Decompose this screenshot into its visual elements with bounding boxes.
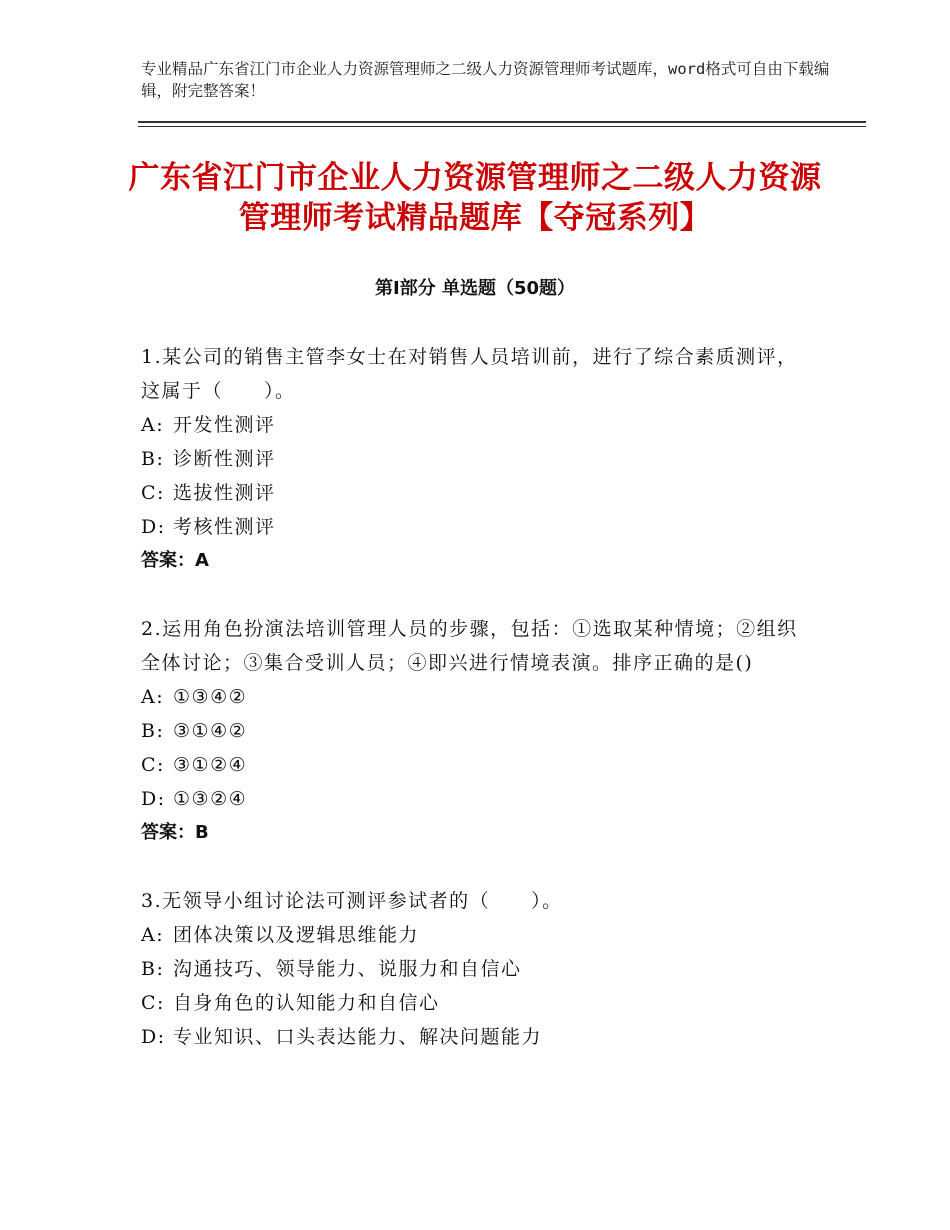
- option-text: 选拔性测评: [173, 482, 276, 504]
- option-d: [141, 1020, 811, 1054]
- option-text: 团体决策以及逻辑思维能力: [173, 924, 420, 946]
- option-text: 开发性测评: [173, 414, 276, 436]
- section-title: 第Ⅰ部分 单选题（50题）: [374, 278, 575, 299]
- option-letter: D:: [141, 516, 166, 538]
- header-rule-thick: [138, 121, 866, 123]
- option-text: ①③②④: [173, 788, 248, 810]
- question-stem: 2.运用角色扮演法培训管理人员的步骤，包括：①选取某种情境；②组织全体讨论；③集合受训人员；④即兴进行情境表演。排序正确的是(): [141, 618, 798, 674]
- option-letter: D:: [141, 1026, 166, 1048]
- option-text: 自身角色的认知能力和自信心: [173, 992, 440, 1014]
- option-a: [141, 680, 811, 714]
- option-c: [141, 986, 811, 1020]
- option-text: ①③④②: [173, 686, 248, 708]
- option-text: ③①④②: [173, 720, 248, 742]
- option-letter: B:: [141, 958, 165, 980]
- option-letter: A:: [141, 686, 165, 708]
- option-text: 诊断性测评: [173, 448, 276, 470]
- question-1: [141, 340, 811, 578]
- option-d: [141, 782, 811, 816]
- option-b: [141, 714, 811, 748]
- question-2: [141, 612, 811, 850]
- option-letter: B:: [141, 720, 165, 742]
- option-b: [141, 442, 811, 476]
- question-stem: 1.某公司的销售主管李女士在对销售人员培训前，进行了综合素质测评，这属于（ ）。: [141, 346, 798, 402]
- option-c: [141, 476, 811, 510]
- option-a: [141, 918, 811, 952]
- answer-line: 答案：A: [141, 550, 209, 571]
- option-c: [141, 748, 811, 782]
- option-letter: C:: [141, 482, 165, 504]
- question-list: [141, 340, 811, 1088]
- option-text: 专业知识、口头表达能力、解决问题能力: [173, 1026, 543, 1048]
- document-title: 广东省江门市企业人力资源管理师之二级人力资源管理师考试精品题库【夺冠系列】: [128, 160, 822, 236]
- option-text: 沟通技巧、领导能力、说服力和自信心: [173, 958, 522, 980]
- option-a: [141, 408, 811, 442]
- option-text: 考核性测评: [173, 516, 276, 538]
- option-letter: B:: [141, 448, 165, 470]
- option-letter: A:: [141, 414, 165, 436]
- answer-line: 答案：B: [141, 822, 209, 843]
- question-stem: 3.无领导小组讨论法可测评参试者的（ ）。: [141, 890, 563, 912]
- header-note: 专业精品广东省江门市企业人力资源管理师之二级人力资源管理师考试题库，word格式可自由下载编辑，附完整答案！: [141, 60, 830, 100]
- option-letter: A:: [141, 924, 165, 946]
- option-b: [141, 952, 811, 986]
- question-3: [141, 884, 811, 1054]
- header-rule-thin: [138, 126, 866, 127]
- option-letter: C:: [141, 992, 165, 1014]
- option-letter: D:: [141, 788, 166, 810]
- option-d: [141, 510, 811, 544]
- option-text: ③①②④: [173, 754, 248, 776]
- option-letter: C:: [141, 754, 165, 776]
